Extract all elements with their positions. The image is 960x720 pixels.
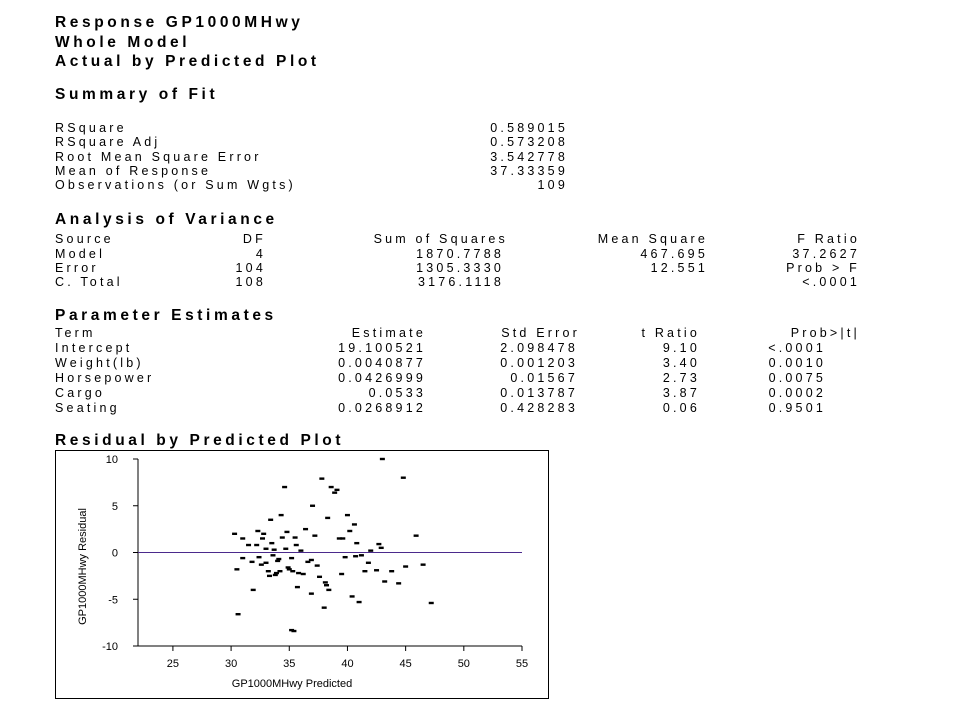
param-header: t Ratio [641, 326, 700, 340]
anova-cell: 104 [235, 261, 266, 275]
anova-cell: 108 [235, 275, 266, 289]
anova-cell: Prob > F [786, 261, 860, 275]
param-header: Estimate [351, 326, 426, 340]
param-cell: 0.001203 [500, 356, 578, 370]
anova-header: Mean Square [597, 232, 708, 246]
anova-cell: 1305.3330 [416, 261, 504, 275]
y-tick-label: -5 [108, 594, 118, 607]
param-header: Term [55, 326, 96, 340]
param-cell: 0.0040877 [338, 356, 426, 370]
param-cell: 9.10 [662, 341, 700, 355]
actual-by-predicted-title: Actual by Predicted Plot [55, 53, 320, 70]
param-cell: 2.73 [662, 371, 700, 385]
param-cell: 0.06 [662, 401, 700, 415]
y-tick-label: 5 [111, 500, 118, 513]
param-cell: 0.013787 [500, 386, 578, 400]
summary-value: 0.589015 [490, 121, 568, 135]
param-cell: 0.01567 [510, 371, 578, 385]
anova-header: DF [242, 232, 266, 246]
anova-cell: 12.551 [650, 261, 708, 275]
param-cell: Seating [55, 401, 120, 415]
param-cell: 0.0533 [368, 386, 426, 400]
param-cell: 0.0268912 [338, 401, 426, 415]
anova-cell: 4 [255, 247, 266, 261]
summary-value: 37.33359 [490, 164, 568, 178]
summary-value: 0.573208 [490, 135, 568, 149]
param-cell: 0.428283 [500, 401, 578, 415]
param-cell: Cargo [55, 386, 106, 400]
residual-plot-title: Residual by Predicted Plot [55, 432, 345, 449]
x-tick-label: 55 [515, 658, 529, 670]
summary-label: RSquare [55, 121, 127, 135]
summary-label: RSquare Adj [55, 135, 161, 149]
param-cell: 0.0002 [768, 386, 826, 400]
anova-header: Source [55, 232, 114, 246]
x-axis-label: GP1000MHwy Predicted [231, 678, 353, 690]
summary-of-fit-title: Summary of Fit [55, 86, 219, 103]
y-tick-label: 10 [105, 454, 118, 466]
anova-header: F Ratio [797, 232, 860, 246]
x-tick-label: 45 [399, 658, 412, 670]
anova-header: Sum of Squares [373, 232, 508, 246]
param-header: Prob>|t| [790, 326, 860, 340]
param-cell: Intercept [55, 341, 133, 355]
y-axis-label: GP1000MHwy Residual [77, 508, 89, 625]
param-cell: 2.098478 [500, 341, 578, 355]
param-cell: 3.87 [662, 386, 700, 400]
anova-cell: C. Total [55, 275, 123, 289]
residual-plot-frame [55, 450, 549, 699]
param-cell: Horsepower [55, 371, 155, 385]
response-title: Response GP1000MHwy [55, 14, 304, 31]
param-cell: <.0001 [768, 341, 826, 355]
param-cell: Weight(lb) [55, 356, 144, 370]
anova-cell: Error [55, 261, 99, 275]
param-cell: 0.0075 [768, 371, 826, 385]
param-cell: 0.0010 [768, 356, 826, 370]
x-tick-label: 35 [283, 658, 296, 670]
anova-cell: 1870.7788 [416, 247, 504, 261]
summary-value: 109 [537, 178, 568, 192]
anova-cell: Model [55, 247, 106, 261]
x-tick-label: 50 [457, 658, 470, 670]
y-tick-label: 0 [111, 547, 118, 560]
param-header: Std Error [501, 326, 580, 340]
x-tick-label: 30 [224, 658, 238, 670]
param-cell: 3.40 [662, 356, 700, 370]
whole-model-title: Whole Model [55, 34, 191, 51]
param-cell: 19.100521 [338, 341, 426, 355]
x-tick-label: 25 [166, 658, 180, 670]
anova-cell: <.0001 [802, 275, 860, 289]
summary-label: Observations (or Sum Wgts) [55, 178, 296, 192]
param-cell: 0.9501 [768, 401, 826, 415]
summary-value: 3.542778 [490, 150, 568, 164]
summary-label: Root Mean Square Error [55, 150, 262, 164]
anova-title: Analysis of Variance [55, 211, 278, 228]
anova-cell: 37.2627 [792, 247, 860, 261]
y-tick-label: -10 [102, 641, 118, 653]
param-cell: 0.0426999 [338, 371, 426, 385]
summary-label: Mean of Response [55, 164, 212, 178]
anova-cell: 3176.1118 [417, 275, 504, 289]
anova-cell: 467.695 [640, 247, 708, 261]
x-tick-label: 40 [341, 658, 354, 670]
parameter-estimates-title: Parameter Estimates [55, 307, 277, 324]
